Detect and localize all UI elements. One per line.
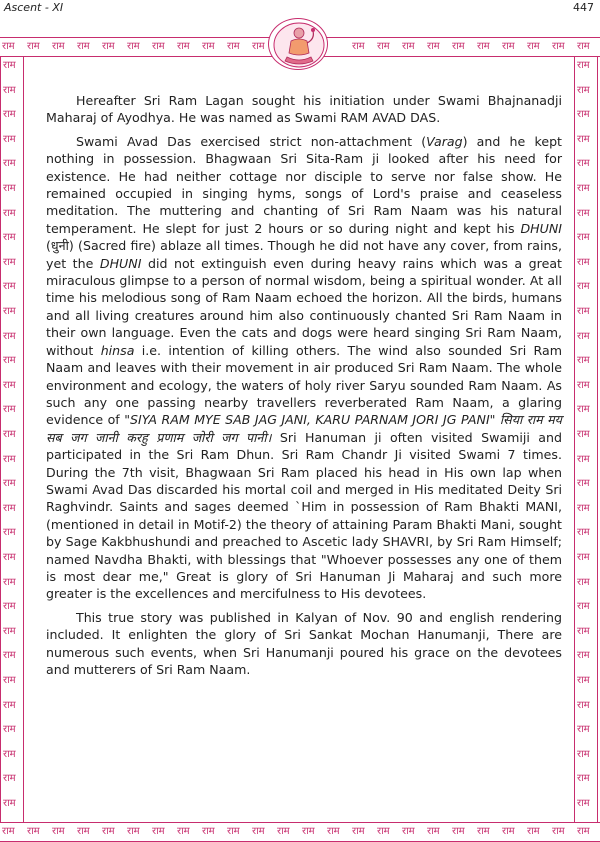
border-ram-text: राम <box>577 281 590 293</box>
border-ram-text: राम <box>577 748 590 760</box>
border-right <box>574 57 598 822</box>
border-ram-text: राम <box>327 826 340 837</box>
border-ram-text: राम <box>577 826 590 837</box>
border-ram-text: राम <box>127 826 140 837</box>
border-ram-text: राम <box>377 41 390 52</box>
border-ram-text: राम <box>3 109 16 121</box>
border-ram-text: राम <box>577 109 590 121</box>
border-ram-text: राम <box>27 826 40 837</box>
border-ram-text: राम <box>3 256 16 268</box>
page-number: 447 <box>573 1 594 14</box>
border-ram-text: राम <box>427 826 440 837</box>
border-ram-text: राम <box>577 306 590 317</box>
border-ram-text: राम <box>3 232 16 244</box>
border-ram-text: राम <box>352 826 365 837</box>
border-ram-text: राम <box>3 478 16 490</box>
border-ram-text: राम <box>3 527 16 539</box>
border-ram-text: राम <box>3 306 16 317</box>
border-ram-text: राम <box>452 41 465 52</box>
border-ram-text: राम <box>577 355 590 367</box>
border-ram-text: राम <box>3 281 16 293</box>
border-ram-text: राम <box>3 330 16 342</box>
border-ram-text: राम <box>3 699 16 711</box>
border-ram-text: राम <box>3 576 16 588</box>
border-ram-text: राम <box>3 675 16 686</box>
border-ram-text: राम <box>77 41 90 52</box>
border-ram-text: राम <box>577 232 590 244</box>
border-ram-text: राम <box>402 826 415 837</box>
border-ram-text: राम <box>302 826 315 837</box>
border-ram-text: राम <box>577 502 590 514</box>
border-ram-text: राम <box>3 798 16 809</box>
border-ram-text: राम <box>577 183 590 194</box>
border-ram-text: राम <box>227 41 240 52</box>
border-ram-text: राम <box>202 41 215 52</box>
border-ram-text: राम <box>3 453 16 465</box>
border-ram-text: राम <box>577 133 590 145</box>
border-ram-text: राम <box>2 41 15 52</box>
border-ram-text: राम <box>102 826 115 837</box>
border-ram-text: राम <box>527 826 540 837</box>
border-ram-text: राम <box>577 699 590 711</box>
border-ram-text: राम <box>3 650 16 662</box>
border-ram-text: राम <box>577 773 590 785</box>
border-ram-text: राम <box>177 41 190 52</box>
border-ram-text: राम <box>3 183 16 194</box>
border-ram-text: राम <box>577 601 590 613</box>
border-ram-text: राम <box>577 429 590 440</box>
border-ram-text: राम <box>577 41 590 52</box>
border-ram-text: राम <box>3 404 16 416</box>
paragraph-swami-avad-das: Swami Avad Das exercised strict non-attachment (Varag) and he kept nothing in possession. Bhagwaan Sri Sita-Ram ji looked after his need for existence. He had neither cottage nor disciple to serve nor false show. He remained occupied in singing hyms, songs of Lord's praise and ceaseless meditation. The muttering and chanting of Sri Ram Naam was his natural temperament. He slept for just 2 hours or so during night and kept his DHUNI (धुनी) (Sacred fire) ablaze all times. Though he did not have any cover, from rains, yet the DHUNI did not extinguish even during heavy rains which was a great miraculous glimpse to a person of normal wisdom, being a spiritual wonder. At all time his melodious song of Ram Naam echoed the horizon. All the birds, humans and all living creatures around him also continuously chanted Sri Ram Naam in their own language. Even the cats and dogs were heard singing Sri Ram Naam, without hinsa i.e. intention of killing others. The wind also sounded Sri Ram Naam and leaves with their movement in air produced Sri Ram Naam. The whole environment and ecology, the waters of holy river Saryu sounded Ram Naam. As such any one passing nearby travellers reverberated Ram Naam, a glaring evidence of "SIYA RAM MYE SAB JAG JANI, KARU PARNAM JORI JG PANI" सिया राम मय सब जग जानी करहु प्रणाम जोरी जग पानी। Sri Hanuman ji often visited Swamiji and participated in the Sri Ram Dhun. Sri Ram Chandr Ji visited Swami 7 times. During the 7th visit, Bhagwaan Sri Ram placed his head in His own lap when Swami Avad Das discarded his mortal coil and merged in His meditated Deity Sri Raghvindr. Saints and sages deemed `Him in possession of Ram Bhakti MANI, (mentioned in detail in Motif-2) the theory of attaining Param Bhakti Mani, sought by Sage Kakbhushundi and preached to Ascetic lady SHAVRI, by Sri Ram Himself; named Navdha Bhakti, with blessings that "Whoever possesses any one of them is most dear me," Great is glory of Sri Hanuman Ji Maharaj and such more greater is the excellences and mercifulness to His devotees. <box>46 133 562 602</box>
border-bottom <box>0 822 600 842</box>
border-ram-text: राम <box>27 41 40 52</box>
border-ram-text: राम <box>427 41 440 52</box>
border-ram-text: राम <box>52 826 65 837</box>
border-ram-text: राम <box>577 256 590 268</box>
border-ram-text: राम <box>152 826 165 837</box>
border-ram-text: राम <box>2 826 15 837</box>
main-text <box>46 92 562 684</box>
border-ram-text: राम <box>3 207 16 219</box>
border-ram-text: राम <box>527 41 540 52</box>
border-ram-text: राम <box>152 41 165 52</box>
border-ram-text: राम <box>3 748 16 760</box>
border-ram-text: राम <box>3 625 16 637</box>
border-ram-text: राम <box>3 724 16 736</box>
border-ram-text: राम <box>3 84 16 96</box>
border-ram-text: राम <box>577 60 590 71</box>
border-ram-text: राम <box>552 826 565 837</box>
border-ram-text: राम <box>3 429 16 440</box>
border-ram-text: राम <box>3 601 16 613</box>
border-ram-text: राम <box>577 675 590 686</box>
running-title: Ascent - XI <box>4 1 64 14</box>
border-ram-text: राम <box>3 158 16 170</box>
border-ram-text: राम <box>52 41 65 52</box>
border-ram-text: राम <box>3 133 16 145</box>
border-ram-text: राम <box>227 826 240 837</box>
border-ram-text: राम <box>3 60 16 71</box>
border-ram-text: राम <box>127 41 140 52</box>
border-ram-text: राम <box>3 355 16 367</box>
paragraph-initiation: Hereafter Sri Ram Lagan sought his initiation under Swami Bhajnanadji Maharaj of Ayodhya. He was named as Swami RAM AVAD DAS. <box>46 93 562 126</box>
border-ram-text: राम <box>577 84 590 96</box>
border-ram-text: राम <box>577 453 590 465</box>
border-ram-text: राम <box>252 826 265 837</box>
border-ram-text: राम <box>502 826 515 837</box>
border-ram-text: राम <box>3 379 16 391</box>
border-ram-text: राम <box>377 826 390 837</box>
border-ram-text: राम <box>477 41 490 52</box>
border-ram-text: राम <box>177 826 190 837</box>
border-ram-text: राम <box>77 826 90 837</box>
border-ram-text: राम <box>202 826 215 837</box>
border-ram-text: राम <box>352 41 365 52</box>
border-ram-text: राम <box>577 379 590 391</box>
paragraph-kalyan: This true story was published in Kalyan of Nov. 90 and english rendering included. It enlighten the glory of Sri Sankat Mochan Hanumanji, There are numerous such events, when Sri Hanumanji poured his grace on the devotees and mutterers of Sri Ram Naam. <box>46 609 562 677</box>
border-ram-text: राम <box>402 41 415 52</box>
border-ram-text: राम <box>3 773 16 785</box>
border-ram-text: राम <box>577 552 590 563</box>
border-ram-text: राम <box>577 158 590 170</box>
border-ram-text: राम <box>577 625 590 637</box>
hanuman-medallion-icon <box>268 18 328 70</box>
border-ram-text: राम <box>3 552 16 563</box>
border-ram-text: राम <box>452 826 465 837</box>
border-ram-text: राम <box>577 650 590 662</box>
border-ram-text: राम <box>577 798 590 809</box>
border-ram-text: राम <box>502 41 515 52</box>
border-ram-text: राम <box>577 527 590 539</box>
border-ram-text: राम <box>277 826 290 837</box>
border-ram-text: राम <box>577 207 590 219</box>
border-ram-text: राम <box>3 502 16 514</box>
border-ram-text: राम <box>577 576 590 588</box>
border-ram-text: राम <box>577 478 590 490</box>
page-header <box>0 0 600 18</box>
border-ram-text: राम <box>552 41 565 52</box>
border-ram-text: राम <box>477 826 490 837</box>
border-left <box>0 57 24 822</box>
border-ram-text: राम <box>577 330 590 342</box>
border-ram-text: राम <box>102 41 115 52</box>
border-ram-text: राम <box>577 724 590 736</box>
border-ram-text: राम <box>577 404 590 416</box>
border-ram-text: राम <box>252 41 265 52</box>
